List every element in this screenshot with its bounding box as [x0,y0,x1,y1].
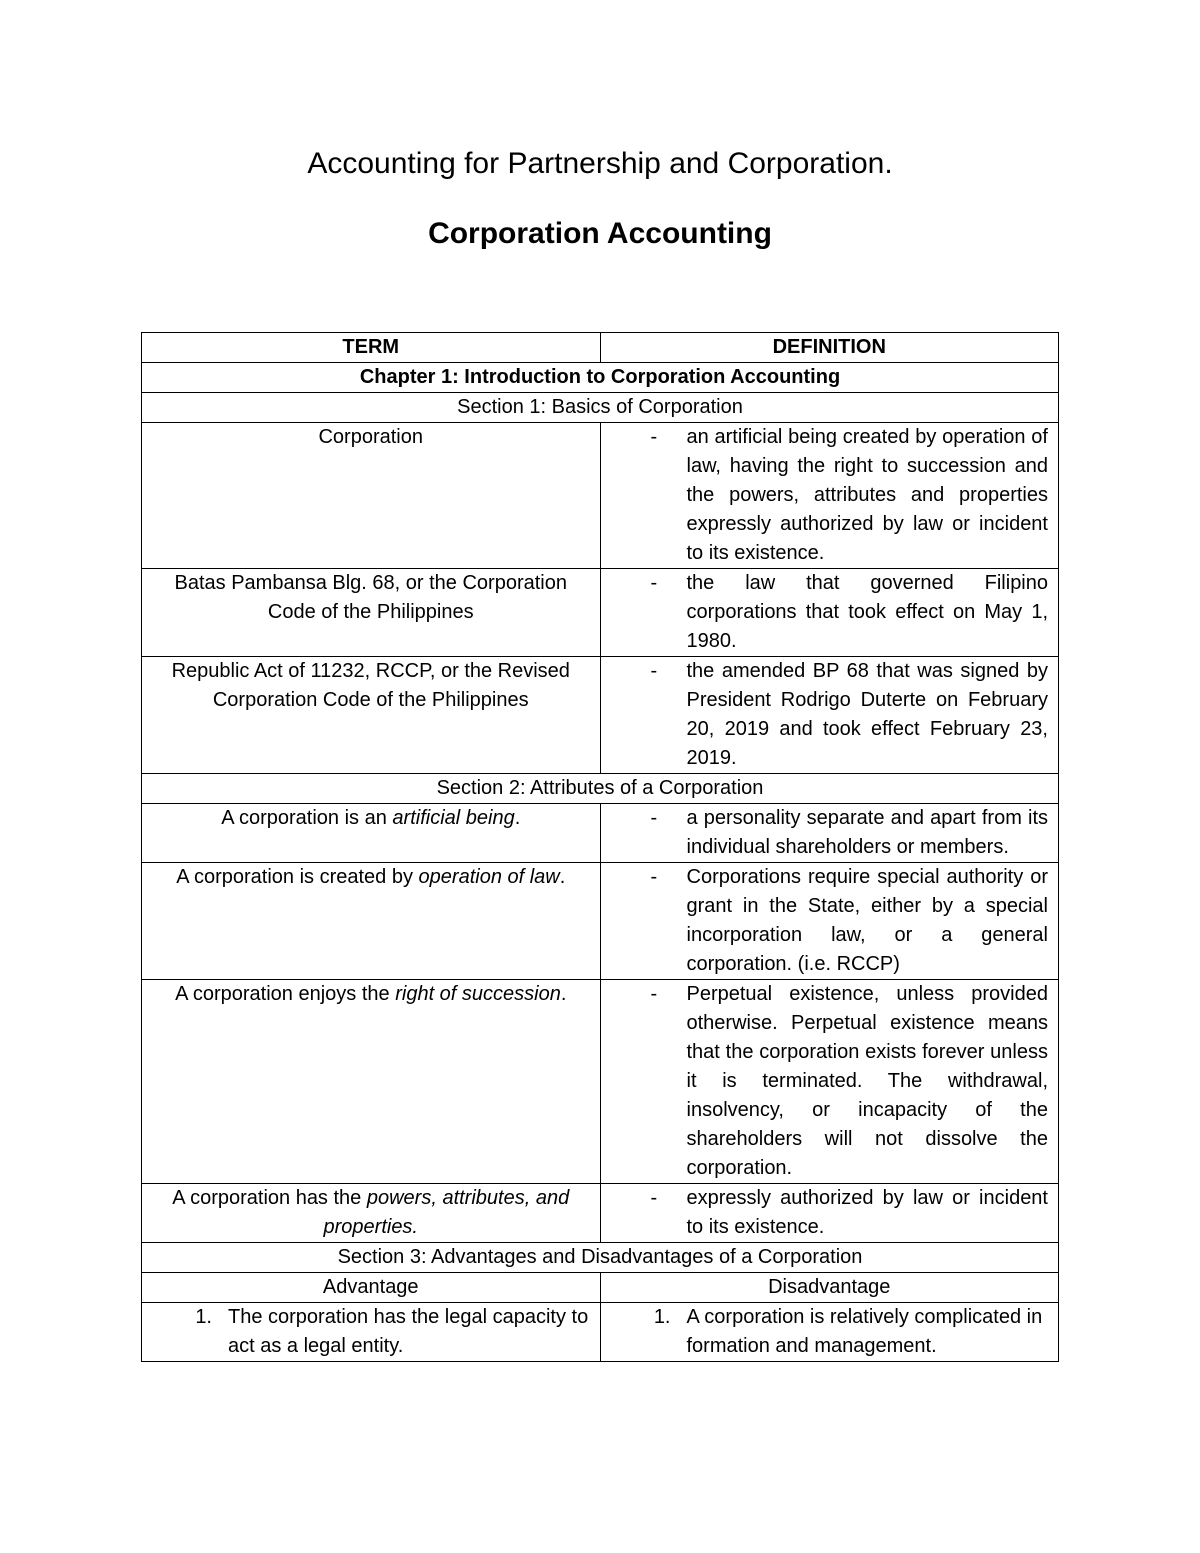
dash-bullet: - [650,983,658,1005]
term-cell [142,863,601,980]
term-cell [142,804,601,863]
definition-text: Corporations require special authority or grant in the State, either by a special incorporation law, or a general corporation. (i.e. RCCP) [686,866,1048,975]
table-row [142,1184,1059,1243]
definition-cell [600,423,1059,569]
term-prefix: A corporation has the [172,1187,367,1209]
term-suffix: . [514,807,521,829]
table-row [142,657,1059,774]
chapter-heading: Chapter 1: Introduction to Corporation Accounting [142,363,1059,393]
definition-cell [600,863,1059,980]
term-suffix: . [559,866,566,888]
dash-bullet: - [650,866,658,888]
column-header-disadvantage: Disadvantage [600,1273,1059,1303]
term-cell: Batas Pambansa Blg. 68, or the Corporation Code of the Philippines [142,569,601,657]
dash-bullet: - [650,572,658,594]
table-row [142,569,1059,657]
table-row [142,423,1059,569]
table-row [142,1303,1059,1362]
section-2-heading: Section 2: Attributes of a Corporation [142,774,1059,804]
column-header-definition: DEFINITION [600,333,1059,363]
disadvantage-cell [600,1303,1059,1362]
list-number: 1. [653,1306,671,1328]
column-header-term: TERM [142,333,601,363]
table-row [142,980,1059,1184]
definition-text: the law that governed Filipino corporations that took effect on May 1, 1980. [686,572,1048,652]
definition-cell [600,569,1059,657]
term-suffix: . [560,983,567,1005]
document-title: Accounting for Partnership and Corporation. [307,147,893,180]
term-prefix: A corporation is an [221,807,393,829]
definition-text: the amended BP 68 that was signed by President Rodrigo Duterte on February 20, 2019 and took effect February 23, 2019. [686,660,1048,769]
definition-cell [600,804,1059,863]
term-italic: artificial being [392,807,515,829]
definition-cell [600,657,1059,774]
term-cell: Corporation [142,423,601,569]
table-row [142,804,1059,863]
dash-bullet: - [650,660,658,682]
section-row [142,774,1059,804]
definition-text: an artificial being created by operation of law, having the right to succession and the powers, attributes and properties expressly authorized by law or incident to its existence. [686,426,1048,564]
definition-text: Perpetual existence, unless provided otherwise. Perpetual existence means that the corporation exists forever unless it is terminated. The withdrawal, insolvency, or incapacity of the shareholders will not dissolve the corporation. [686,983,1048,1179]
section-3-heading: Section 3: Advantages and Disadvantages of a Corporation [142,1243,1059,1273]
section-row [142,393,1059,423]
advantage-cell [142,1303,601,1362]
advantage-text: The corporation has the legal capacity to act as a legal entity. [228,1306,589,1357]
document-subtitle: Corporation Accounting [428,217,772,250]
term-prefix: A corporation is created by [176,866,419,888]
column-header-advantage: Advantage [142,1273,601,1303]
chapter-row [142,363,1059,393]
term-italic: powers, attributes, and properties. [323,1187,570,1238]
table-header-row [142,333,1059,363]
definition-text: a personality separate and apart from its individual shareholders or members. [686,807,1048,858]
section-1-heading: Section 1: Basics of Corporation [142,393,1059,423]
definition-text: expressly authorized by law or incident to its existence. [686,1187,1048,1238]
term-cell: Republic Act of 11232, RCCP, or the Revised Corporation Code of the Philippines [142,657,601,774]
dash-bullet: - [650,1187,658,1209]
definition-cell [600,980,1059,1184]
section-row [142,1243,1059,1273]
term-prefix: A corporation enjoys the [175,983,396,1005]
list-number: 1. [195,1306,212,1328]
terms-table [141,332,1059,1362]
term-italic: right of succession [395,983,561,1005]
term-cell [142,980,601,1184]
dash-bullet: - [650,426,658,448]
definition-cell [600,1184,1059,1243]
term-italic: operation of law [418,866,560,888]
table-row [142,863,1059,980]
term-cell [142,1184,601,1243]
subheader-row [142,1273,1059,1303]
disadvantage-text: A corporation is relatively complicated in formation and management. [686,1306,1043,1357]
dash-bullet: - [650,807,658,829]
